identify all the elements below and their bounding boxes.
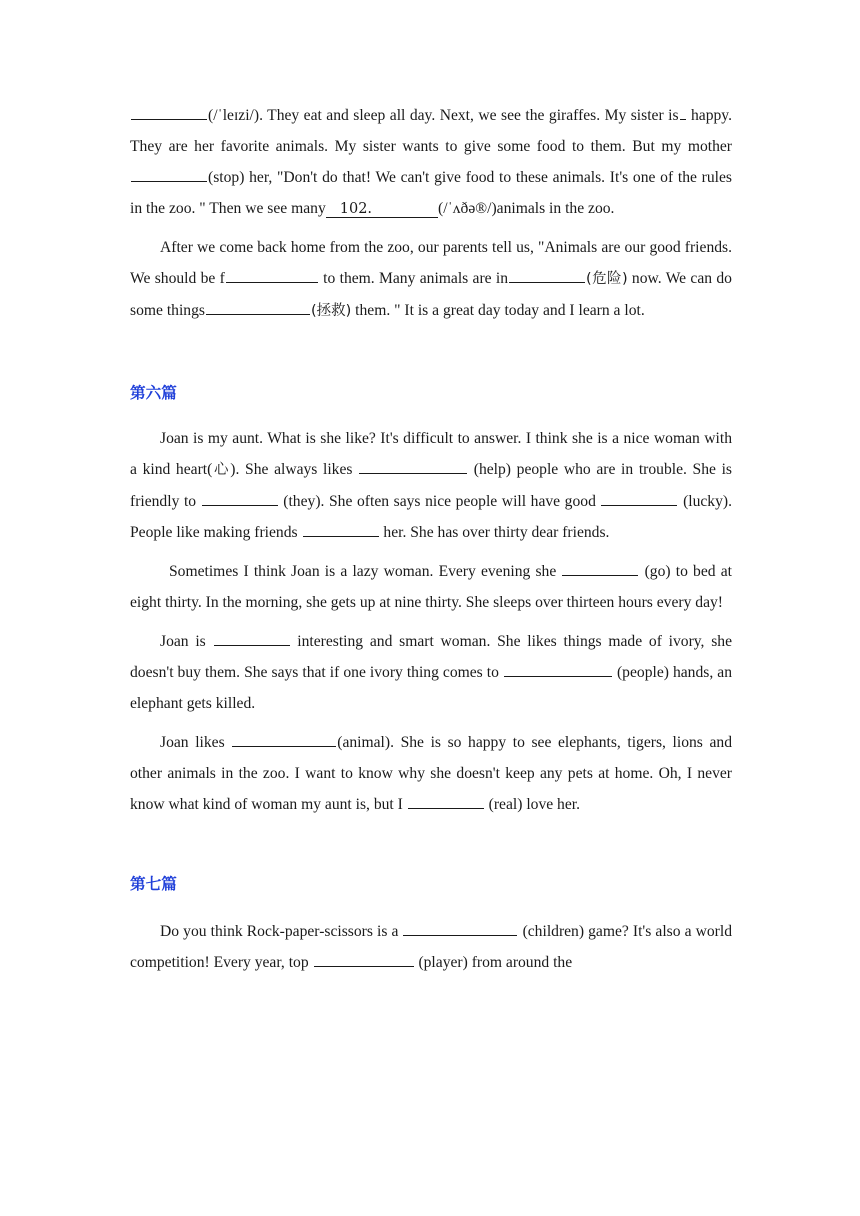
document-content	[130, 100, 732, 978]
answer-blank[interactable]	[509, 267, 585, 283]
paragraph-joan-animals: Joan likes (animal). She is so happy to see elephants, tigers, lions and other animals in the zoo. I want to know why she doesn't keep any pets at home. Oh, I never know what kind of woman my aunt is, but I (real) love her.	[130, 727, 732, 820]
answer-blank[interactable]	[359, 458, 467, 474]
answer-blank[interactable]	[601, 490, 677, 506]
paragraph-after-zoo: After we come back home from the zoo, our parents tell us, "Animals are our good friends. We should be f to them. Many animals are in (危险) now. We can do some things (拯救) them. " It is a great day today and I learn a lot.	[130, 239, 732, 319]
answer-blank[interactable]	[403, 920, 517, 936]
answer-blank[interactable]	[131, 166, 207, 182]
answer-blank[interactable]	[562, 560, 638, 576]
section-heading-7: 第七篇	[130, 875, 177, 893]
answer-blank[interactable]	[206, 299, 310, 315]
answer-blank[interactable]	[408, 793, 484, 809]
question-number: 102.	[339, 201, 373, 217]
numbered-answer-blank[interactable]	[326, 201, 438, 218]
section-heading-6: 第六篇	[130, 384, 177, 402]
answer-blank[interactable]	[214, 630, 290, 646]
answer-blank[interactable]	[504, 661, 612, 677]
paragraph-rock-paper-scissors: Do you think Rock-paper-scissors is a (children) game? It's also a world competition! Every year, top (player) from around the	[130, 916, 732, 978]
answer-blank[interactable]	[202, 490, 278, 506]
answer-blank[interactable]	[680, 104, 686, 120]
paragraph-zoo-visit: (/ˈleɪzi/). They eat and sleep all day. Next, we see the giraffes. My sister is happy. They are her favorite animals. My sister wants to give some food to them. But my mother(stop) her, "Don't do that! We can't give food to these animals. It's one of the rules in the zoo. " Then we see many 102. (/ˈʌðə®/)animals in the zoo.	[130, 100, 732, 224]
answer-blank[interactable]	[303, 521, 379, 537]
paragraph-joan-lazy: Sometimes I think Joan is a lazy woman. Every evening she (go) to bed at eight thirty. In the morning, she gets up at nine thirty. She sleeps over thirteen hours every day!	[130, 556, 732, 618]
answer-blank[interactable]	[232, 731, 336, 747]
paragraph-joan-intro: Joan is my aunt. What is she like? It's difficult to answer. I think she is a nice woman with a kind heart(心). She always likes (help) people who are in trouble. She is friendly to (they). She often says nice people will have good (lucky). People like making friends her. She has over thirty dear friends.	[130, 430, 732, 541]
answer-blank[interactable]	[226, 267, 318, 283]
answer-blank[interactable]	[131, 104, 207, 120]
answer-blank[interactable]	[314, 951, 414, 967]
paragraph-joan-ivory: Joan is interesting and smart woman. She likes things made of ivory, she doesn't buy them. She says that if one ivory thing comes to (people) hands, an elephant gets killed.	[130, 626, 732, 719]
